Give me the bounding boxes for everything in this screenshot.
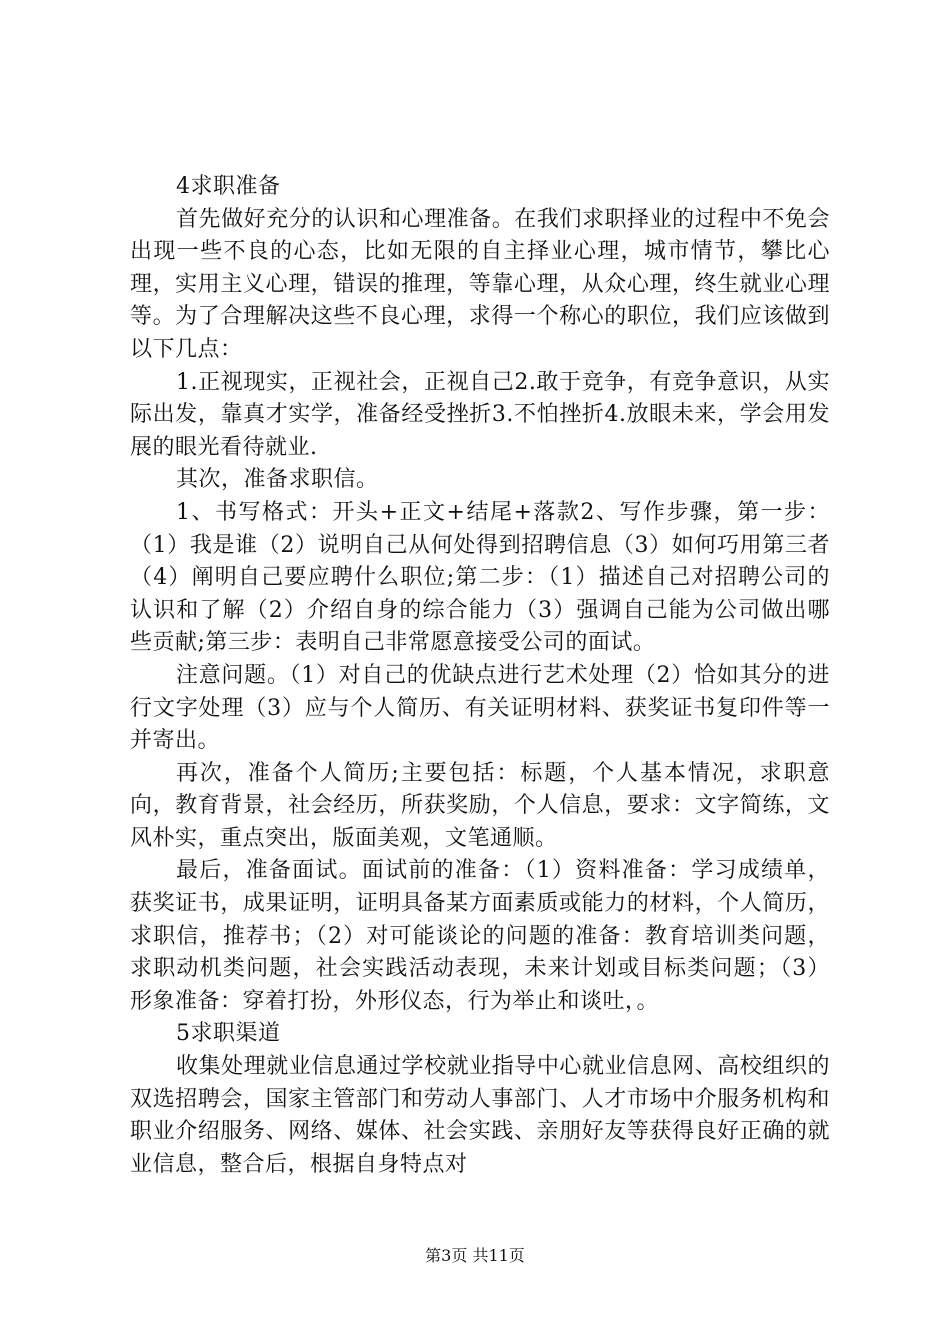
paragraph-job-information: 收集处理就业信息通过学校就业指导中心就业信息网、高校组织的双选招聘会，国家主管部门和劳动人事部门、人才市场中介服务机构和职业介绍服务、网络、媒体、社会实践、亲朋好友等获得良好正确的就业信息，整合后，根据自身特点对 <box>130 1054 830 1177</box>
paragraph-resume: 再次，准备个人简历;主要包括：标题，个人基本情况，求职意向，教育背景，社会经历，所获奖励，个人信息，要求：文字简练，文风朴实，重点突出，版面美观，文笔通顺。 <box>130 760 830 851</box>
paragraph-interview: 最后，准备面试。面试前的准备：（1）资料准备：学习成绩单，获奖证书，成果证明，证明具备某方面素质或能力的材料，个人简历，求职信，推荐书；（2）对可能谈论的问题的准备：教育培训类问题，求职动机类问题，社会实践活动表现，未来计划或目标类问题；（3）形象准备：穿着打扮，外形仪态，行为举止和谈吐，。 <box>130 858 830 1014</box>
paragraph-cautions: 注意问题。（1）对自己的优缺点进行艺术处理（2）恰如其分的进行文字处理（3）应与个人简历、有关证明材料、获奖证书复印件等一并寄出。 <box>130 662 830 754</box>
body-text <box>130 171 830 1181</box>
section-heading-job-preparation: 4求职准备 <box>176 174 281 199</box>
paragraph-mental-preparation: 首先做好充分的认识和心理准备。在我们求职择业的过程中不免会出现一些不良的心态，比如无限的自主择业心理，城市情节，攀比心理，实用主义心理，错误的推理，等靠心理，从众心理，终生就业心理等。为了合理解决这些不良心理，求得一个称心的职位，我们应该做到以下几点： <box>130 206 830 362</box>
paragraph-key-points: 1.正视现实，正视社会，正视自己2.敢于竞争，有竞争意识，从实际出发，靠真才实学，准备经受挫折3.不怕挫折4.放眼未来，学会用发展的眼光看待就业. <box>130 369 830 460</box>
section-heading-job-channels: 5求职渠道 <box>176 1021 281 1047</box>
paragraph-cover-letter-intro: 其次，准备求职信。 <box>176 467 379 493</box>
page-footer: 第3页 共11页 <box>425 1246 525 1265</box>
paragraph-cover-letter-format: 1、书写格式：开头+正文+结尾+落款2、写作步骤，第一步：（1）我是谁（2）说明自己从何处得到招聘信息（3）如何巧用第三者（4）阐明自己要应聘什么职位;第二步：（1）描述自己对招聘公司的认识和了解（2）介绍自身的综合能力（3）强调自己能为公司做出哪些贡献;第三步：表明自己非常愿意接受公司的面试。 <box>130 499 830 656</box>
